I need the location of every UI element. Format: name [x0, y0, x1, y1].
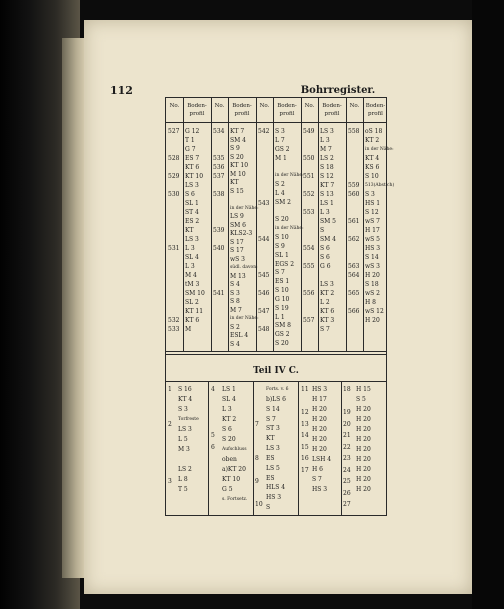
soil-profile-entry: S 6: [320, 245, 330, 252]
soil-profile-entry: b)LS 6: [266, 395, 287, 403]
soil-profile-entry: H 20: [356, 426, 371, 433]
soil-profile-entry: HLS 4: [266, 484, 286, 492]
soil-profile-entry: S 17: [230, 238, 244, 246]
bore-number: 7: [255, 420, 259, 428]
soil-profile-entry: LS 3: [320, 128, 334, 135]
bore-number: 5: [211, 432, 215, 439]
bore-number: 548: [258, 326, 270, 333]
bore-number: 537: [213, 173, 225, 180]
bore-number: 545: [258, 272, 270, 279]
soil-profile-entry: H 20: [356, 416, 371, 423]
bore-number: 564: [348, 272, 360, 279]
bore-number: 25: [343, 478, 351, 485]
soil-profile-entry: a)KT 20: [222, 466, 246, 473]
bore-number: 17: [301, 466, 309, 474]
bore-number: 13: [301, 420, 309, 428]
soil-profile-entry: S 7: [312, 476, 322, 483]
soil-profile-entry: oben: [222, 456, 237, 463]
soil-profile-entry: S: [266, 504, 271, 512]
soil-profile-entry: KT: [185, 227, 194, 234]
soil-profile-entry: ES 1: [275, 278, 290, 286]
soil-profile-entry: LS 1: [222, 386, 236, 393]
bore-number: 557: [303, 317, 315, 324]
soil-profile-entry: H 20: [356, 446, 371, 453]
bore-number: 6: [211, 443, 215, 451]
soil-profile-entry: KLS2-3: [230, 230, 253, 237]
bore-number: 547: [258, 308, 270, 315]
bore-number: 559: [348, 182, 360, 189]
soil-profile-entry: M 10: [230, 170, 246, 178]
bore-number: 560: [348, 191, 360, 198]
soil-profile-entry: L 3: [320, 209, 330, 216]
soil-profile-entry: KT: [230, 179, 239, 186]
bore-number: 16: [301, 455, 309, 462]
bore-number: 542: [258, 128, 270, 135]
bore-number: 530: [168, 191, 180, 198]
column-rule: [318, 98, 319, 351]
soil-profile-entry: KT 7: [230, 128, 245, 135]
soil-profile-entry: LS 3: [185, 236, 199, 243]
soil-profile-entry: LS 9: [230, 213, 244, 220]
bore-number: 4: [211, 386, 215, 393]
soil-profile-entry: H 8: [365, 299, 376, 306]
soil-profile-entry: S 3: [275, 128, 285, 135]
section-rule: [166, 354, 386, 355]
soil-profile-entry: SL 1: [185, 200, 199, 207]
bore-number: 21: [343, 432, 351, 439]
bore-register-table: [165, 97, 395, 516]
soil-profile-entry: KT 3: [320, 317, 335, 324]
soil-profile-entry: L 4: [275, 189, 285, 197]
soil-profile-entry: S: [320, 227, 325, 234]
bore-number: 566: [348, 308, 360, 315]
soil-profile-entry: S 20: [275, 340, 289, 348]
soil-profile-entry: wS 5: [365, 236, 380, 243]
bore-number: 8: [255, 455, 259, 462]
soil-profile-entry: H 17: [312, 396, 327, 403]
bore-number: 14: [301, 432, 309, 439]
soil-profile-entry: S 3: [230, 289, 240, 297]
soil-profile-entry: KT 4: [365, 155, 380, 162]
soil-profile-entry: LS 1: [320, 200, 334, 207]
soil-profile-entry: Forts. v. 6: [266, 387, 289, 392]
soil-profile-entry: S 13: [320, 191, 334, 198]
soil-profile-entry: M 3: [178, 446, 190, 453]
bore-number: 561: [348, 218, 360, 225]
soil-profile-entry: L 7: [275, 136, 285, 144]
column-header: Boden- profil: [322, 103, 342, 117]
soil-profile-entry: ST 4: [185, 209, 199, 216]
soil-profile-entry: KT 6: [320, 308, 335, 315]
soil-profile-entry: S 17: [230, 247, 244, 254]
soil-profile-entry: L 3: [320, 137, 330, 144]
section-title: Teil IV C.: [253, 366, 299, 376]
bore-number: 551: [303, 173, 315, 180]
soil-profile-entry: SL 2: [185, 299, 199, 306]
bore-number: 27: [343, 501, 351, 508]
column-header: No.: [169, 103, 180, 109]
soil-profile-entry: in der Nähe:: [230, 316, 259, 321]
soil-profile-entry: SM 2: [275, 198, 291, 206]
column-header: No.: [259, 103, 270, 109]
soil-profile-entry: SM 4: [320, 236, 336, 243]
soil-profile-entry: tM 3: [185, 281, 200, 288]
soil-profile-entry: L 1: [275, 313, 285, 321]
soil-profile-entry: M 13: [230, 272, 246, 280]
soil-profile-entry: S 10: [365, 173, 379, 180]
column-rule: [211, 98, 212, 351]
soil-profile-entry: oS 18: [365, 128, 383, 135]
soil-profile-entry: S 7: [275, 269, 285, 277]
soil-profile-entry: ESL 4: [230, 332, 249, 339]
soil-profile-entry: T 5: [178, 486, 188, 493]
section-title-rule: [166, 381, 386, 382]
soil-profile-entry: S 8: [230, 298, 240, 305]
soil-profile-entry: LS 3: [266, 445, 280, 453]
section-rule: [166, 351, 386, 352]
soil-profile-entry: SM 10: [185, 290, 205, 297]
soil-profile-entry: S 12: [320, 173, 334, 180]
soil-profile-entry: G 5: [222, 486, 233, 493]
soil-profile-entry: S 10: [275, 234, 289, 242]
soil-profile-entry: KT 10: [230, 162, 249, 169]
soil-profile-entry: wS 12: [365, 308, 384, 315]
bore-number: 2: [168, 420, 172, 428]
soil-profile-entry: S 19: [275, 304, 289, 312]
soil-profile-entry: LS 3: [185, 182, 199, 189]
bore-number: 19: [343, 409, 351, 416]
column-header: No.: [304, 103, 315, 109]
soil-profile-entry: H 20: [312, 446, 327, 453]
soil-profile-entry: S 6: [185, 191, 195, 198]
soil-profile-entry: H 20: [312, 426, 327, 433]
soil-profile-entry: ST 3: [266, 425, 280, 433]
soil-profile-entry: KT 11: [185, 308, 204, 315]
bore-number: 535: [213, 155, 225, 162]
column-rule: [298, 381, 299, 515]
soil-profile-entry: L 2: [320, 299, 330, 306]
soil-profile-entry: KT 10: [222, 476, 241, 483]
soil-profile-entry: H 20: [356, 436, 371, 443]
soil-profile-entry: S 14: [365, 254, 379, 261]
bore-number: 18: [343, 386, 351, 393]
bore-number: 536: [213, 164, 225, 171]
bore-number: 532: [168, 317, 180, 324]
soil-profile-entry: KT 2: [320, 290, 335, 297]
soil-profile-entry: S 9: [275, 242, 285, 250]
bore-number: 11: [301, 386, 309, 393]
bore-number: 544: [258, 236, 270, 243]
soil-profile-entry: KT 2: [222, 416, 237, 423]
bore-number: 550: [303, 155, 315, 162]
soil-profile-entry: S 5: [356, 396, 366, 403]
soil-profile-entry: KT 2: [365, 137, 380, 144]
soil-profile-entry: H 15: [356, 386, 371, 393]
soil-profile-entry: 513(Abstich): [365, 183, 395, 188]
bore-number: 541: [213, 290, 225, 297]
soil-profile-entry: H 20: [365, 317, 380, 324]
soil-profile-entry: G 12: [185, 128, 200, 135]
soil-profile-entry: T 1: [185, 137, 195, 144]
column-rule: [273, 98, 274, 351]
soil-profile-entry: S 15: [230, 187, 244, 195]
bore-number: 543: [258, 200, 270, 207]
column-rule: [208, 381, 209, 515]
soil-profile-entry: LS 5: [266, 464, 280, 472]
soil-profile-entry: KT 6: [185, 164, 200, 171]
column-rule: [256, 98, 257, 351]
soil-profile-entry: H 20: [356, 486, 371, 493]
bore-number: 563: [348, 263, 360, 270]
soil-profile-entry: S 3: [365, 191, 375, 198]
soil-profile-entry: H 20: [312, 406, 327, 413]
soil-profile-entry: S 20: [275, 216, 289, 224]
bore-number: 15: [301, 443, 309, 451]
page-stack-edge: [62, 38, 86, 578]
bore-number: 12: [301, 409, 309, 416]
soil-profile-entry: S 7: [320, 326, 330, 333]
soil-profile-entry: LS 2: [178, 466, 192, 473]
soil-profile-entry: G 7: [185, 146, 196, 153]
soil-profile-entry: SL 4: [222, 396, 236, 403]
column-header: No.: [349, 103, 360, 109]
soil-profile-entry: L 3: [222, 406, 232, 413]
soil-profile-entry: LS 2: [320, 155, 334, 162]
soil-profile-entry: in der Nähe:: [275, 173, 304, 179]
soil-profile-entry: H 20: [356, 406, 371, 413]
column-rule: [341, 381, 342, 515]
bore-number: 22: [343, 443, 351, 451]
bore-number: 9: [255, 478, 259, 485]
soil-profile-entry: H 20: [356, 466, 371, 473]
soil-profile-entry: Torfreste: [178, 417, 199, 422]
soil-profile-entry: LS 3: [320, 281, 334, 288]
bore-number: 554: [303, 245, 315, 252]
soil-profile-entry: G 10: [275, 295, 290, 303]
bore-number: 23: [343, 455, 351, 462]
soil-profile-entry: SM 5: [320, 218, 336, 225]
bore-number: 540: [213, 245, 225, 252]
soil-profile-entry: in der Nähe:: [365, 147, 394, 152]
soil-profile-entry: S 7: [266, 415, 276, 423]
soil-profile-entry: SL 4: [185, 254, 199, 261]
soil-profile-entry: H 20: [312, 416, 327, 423]
column-rule: [346, 98, 347, 351]
soil-profile-entry: KS 6: [365, 164, 380, 171]
soil-profile-entry: G 6: [320, 263, 331, 270]
soil-profile-entry: S 16: [178, 386, 192, 393]
soil-profile-entry: KT 4: [178, 396, 193, 403]
column-header: Boden- profil: [365, 103, 386, 117]
soil-profile-entry: KT 7: [320, 182, 335, 189]
soil-profile-entry: ES 7: [185, 155, 200, 162]
soil-profile-entry: S 20: [230, 153, 244, 161]
soil-profile-entry: KT 10: [185, 173, 204, 180]
soil-profile-entry: s. Fortsetz.: [222, 497, 248, 502]
soil-profile-entry: GS 2: [275, 145, 290, 153]
bore-number: 562: [348, 236, 360, 243]
soil-profile-entry: L 5: [178, 436, 188, 443]
soil-profile-entry: S 4: [230, 281, 240, 288]
column-header: No.: [214, 103, 225, 109]
soil-profile-entry: LS 3: [178, 426, 192, 433]
soil-profile-entry: M: [185, 326, 192, 333]
soil-profile-entry: S 12: [365, 209, 379, 216]
page-number: 112: [110, 84, 133, 97]
soil-profile-entry: KT 6: [185, 317, 200, 324]
bore-number: 553: [303, 209, 315, 216]
soil-profile-entry: S 18: [320, 164, 334, 171]
soil-profile-entry: GS 2: [275, 331, 290, 339]
soil-profile-entry: SM 8: [275, 322, 291, 330]
soil-profile-entry: wS 3: [230, 255, 245, 263]
soil-profile-entry: S 2: [230, 323, 240, 331]
bore-number: 539: [213, 227, 225, 234]
bore-number: 565: [348, 290, 360, 297]
soil-profile-entry: M 7: [320, 146, 332, 153]
soil-profile-entry: L 3: [185, 245, 195, 252]
column-rule: [228, 98, 229, 351]
column-rule: [363, 98, 364, 351]
soil-profile-entry: S 18: [365, 281, 379, 288]
bore-number: 3: [168, 478, 172, 485]
soil-profile-entry: KT: [266, 435, 275, 443]
soil-profile-entry: wS 2: [365, 290, 380, 297]
soil-profile-entry: S 6: [222, 426, 232, 433]
soil-profile-entry: SM 6: [230, 221, 246, 229]
soil-profile-entry: H 17: [365, 227, 380, 234]
soil-profile-entry: LSH 4: [312, 456, 332, 463]
soil-profile-entry: ES: [266, 454, 275, 462]
soil-profile-entry: HS 1: [365, 200, 381, 207]
bore-number: 538: [213, 191, 225, 198]
bore-number: 26: [343, 489, 351, 497]
soil-profile-entry: HS 3: [312, 486, 328, 493]
soil-profile-entry: S 14: [266, 405, 280, 413]
soil-profile-entry: SM 4: [230, 136, 246, 144]
soil-profile-entry: S 4: [230, 340, 240, 348]
bore-number: 549: [303, 128, 315, 135]
soil-profile-entry: HS 3: [312, 386, 328, 393]
soil-profile-entry: ES: [266, 474, 275, 482]
bore-number: 534: [213, 128, 225, 135]
soil-profile-entry: EGS 2: [275, 260, 295, 268]
bore-number: 529: [168, 173, 180, 180]
soil-profile-entry: S 6: [320, 254, 330, 261]
soil-profile-entry: SL 1: [275, 251, 289, 259]
soil-profile-entry: H 20: [356, 476, 371, 483]
bore-number: 558: [348, 128, 360, 135]
header-rule: [166, 122, 386, 123]
soil-profile-entry: HS 3: [365, 245, 381, 252]
soil-profile-entry: S 3: [178, 406, 188, 413]
column-header: Boden- profil: [187, 103, 207, 117]
bore-number: 556: [303, 290, 315, 297]
soil-profile-entry: M 1: [275, 154, 287, 162]
bore-number: 546: [258, 290, 270, 297]
column-rule: [183, 98, 184, 351]
soil-profile-entry: M 7: [230, 306, 242, 314]
soil-profile-entry: L 3: [185, 263, 195, 270]
bore-number: 24: [343, 466, 351, 474]
bore-number: 1: [168, 386, 172, 393]
bore-number: 531: [168, 245, 180, 252]
column-header: Boden- profil: [277, 103, 297, 117]
soil-profile-entry: ES 2: [185, 218, 200, 225]
soil-profile-entry: H 20: [356, 456, 371, 463]
soil-profile-entry: südl. davon:: [230, 265, 258, 270]
bore-number: 10: [255, 501, 263, 508]
soil-profile-entry: HS 3: [266, 494, 282, 502]
soil-profile-entry: wS 3: [365, 263, 380, 270]
bore-number: 528: [168, 155, 180, 162]
soil-profile-entry: H 20: [312, 436, 327, 443]
soil-profile-entry: H 20: [365, 272, 380, 279]
bore-number: 20: [343, 420, 351, 428]
soil-profile-entry: S 10: [275, 287, 289, 295]
soil-profile-entry: S 20: [222, 436, 236, 443]
bore-number: 533: [168, 326, 180, 333]
soil-profile-entry: L 8: [178, 476, 188, 483]
soil-profile-entry: H 6: [312, 466, 323, 473]
page-title: Bohrregister.: [300, 85, 376, 96]
bore-number: 527: [168, 128, 180, 135]
bore-number: 552: [303, 191, 315, 198]
soil-profile-entry: M 4: [185, 272, 197, 279]
soil-profile-entry: S 9: [230, 145, 240, 152]
column-rule: [253, 381, 254, 515]
column-header: Boden- profil: [232, 103, 252, 117]
bore-number: 555: [303, 263, 315, 270]
soil-profile-entry: Aufschluss: [222, 447, 247, 452]
soil-profile-entry: in der Nähe:: [275, 226, 304, 232]
soil-profile-entry: S 2: [275, 181, 285, 189]
soil-profile-entry: wS 7: [365, 218, 380, 225]
soil-profile-entry: in der Nähe:: [230, 205, 259, 211]
